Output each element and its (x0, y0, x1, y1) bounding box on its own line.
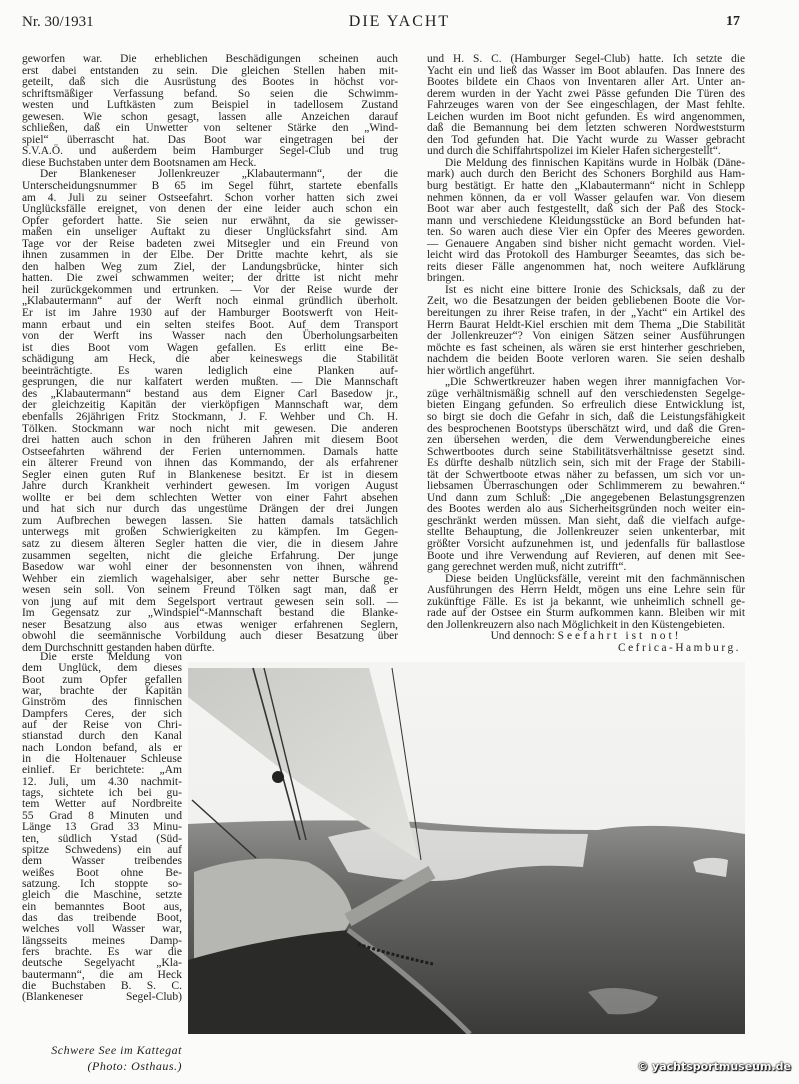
text-line: Boote und ihre Verwendung auf Revieren, auf denen mit See- (427, 549, 745, 562)
text-line: Der Blankeneser Jollenkreuzer „Klabautermann“, der die (40, 168, 398, 181)
text-line: schriftsmäßiger Verfassung befand. So seien die Schwimm- (22, 87, 398, 100)
text-line: des Bootes werden alo aus Sicherheitsgründen noch weiter ein- (427, 503, 745, 516)
text-line: ten, südlich Ystad (Süd- (22, 831, 182, 845)
text-line: und hat sich nur durch das ungestüme Drängen der drei Jungen (22, 503, 398, 516)
text-line: die Buchstaben B. S. C. (22, 978, 182, 992)
text-line: Er ist im Jahre 1930 auf der Hamburger Bootswerft von Heit- (22, 307, 398, 320)
text-line: „Die Schwertkreuzer haben wegen ihrer mannigfachen Vor- (445, 376, 745, 389)
text-line: nehmen können, da er voll Wasser gelaufen war. Von diesem (427, 191, 745, 204)
text-line: in die Holtenauer Schleuse (22, 752, 182, 766)
text-line: unterwegs mit großen Schwierigkeiten zu kämpfen. Im Gegen- (22, 526, 398, 539)
text-line: satzung. Ich stoppte so- (22, 876, 182, 890)
text-line: obwohl die seemännische Vorbildung auch dieser Besatzung über (22, 630, 398, 643)
text-line: satz zu diesem älteren Segler hatten die vier, die in diesem Jahre (22, 537, 398, 550)
text-line: Boot war aber auch festgestellt, daß sich der Paß des Stock- (427, 203, 745, 216)
text-line: den halben Weg zum Ziel, der Landungsbrücke, hinter sich (22, 260, 398, 273)
text-line: Zeit, wo die Besatzungen der beiden gebliebenen Boote die Vor- (427, 295, 745, 308)
text-line: dem Durchschnitt gestanden haben dürfte. (22, 641, 215, 654)
text-line: Diese beiden Unglücksfälle, vereint mit den fachmännischen (445, 572, 745, 585)
text-line: dem Wasser treibendes (22, 854, 182, 868)
text-line: Und dann zum Schluß: „Die angegebenen Belastungsgrenzen (427, 491, 745, 504)
text-line: rade auf der Ostsee ein Sturm aufkommen kann. Bleiben wir mit (427, 607, 745, 620)
text-line: den Tod gefunden hat. Die Yacht wurde zu Wasser gebracht (427, 133, 745, 146)
text-line: Bootes bildete ein Chaos von Inventaren aller Art. Unter an- (427, 76, 745, 89)
closing-prefix: Und dennoch: (490, 630, 555, 643)
text-line: ten. So waren auch diese Vier ein Opfer des Meeres geworden. (427, 226, 745, 239)
text-line: ihnen zusammen in der Elbe. Der Dritte machte kehrt, als sie (22, 249, 398, 262)
text-line: der gleichzeitig Kapitän der vierköpfigen Mannschaft war, dem (22, 399, 398, 412)
text-line: — Genauere Angaben sind bisher nicht gemacht worden. Viel- (427, 237, 745, 250)
text-line: des „Klabautermann“ bestand aus dem Eigner Carl Basedow jr., (22, 387, 398, 400)
text-line: Es dürfte deshalb nützlich sein, sich mit der Frage der Stabili- (427, 457, 745, 470)
text-line: drei hatten auch schon in den früheren Jahren mit diesem Boot (22, 434, 398, 447)
block (272, 771, 284, 783)
text-line: Tage vor der Reise badeten zwei Mitsegler und ein Freund von (22, 237, 398, 250)
text-line: westen und Luftkästen zum Beispiel in tadellosem Zustand (22, 99, 398, 112)
text-line: mark) auch durch den Bericht des Schoners Borghild aus Ham- (427, 168, 745, 181)
text-line: derem wurden in der Yacht zwei Pässe gefunden Die Türen des (427, 87, 745, 100)
text-line: Ist es nicht eine bittere Ironie des Schicksals, daß zu der (445, 283, 745, 296)
text-line: schädigung am Heck, die aber keineswegs die Stabilität (22, 353, 398, 366)
text-line: geschränkt werden müssen. Man sieht, daß die vielfach aufge- (427, 514, 745, 527)
text-line: bereitungen zu ihrer Reise trafen, in der „Yacht“ ein Artikel des (427, 307, 745, 320)
text-line: Unglücksfälle ereignet, von denen der eine leider auch schon ein (22, 203, 398, 216)
text-line: am 4. Juli zu seiner Ostseefahrt. Schon vorher hatten sich zwei (22, 191, 398, 204)
text-line: Basedow war wohl einer der besonnensten von ihnen, während (22, 561, 398, 574)
text-line: Herrn Baurat Heldt-Kiel erschien mit dem Thema „Die Stabilität (427, 318, 745, 331)
text-line: Fahrzeuges waren von der See eingeschlagen, der Mast fehlte. (427, 99, 745, 112)
text-line: einlief. Er berichtete: „Am (22, 763, 182, 777)
text-line: Die erste Meldung von (40, 650, 182, 663)
issue-number: Nr. 30/1931 (22, 14, 94, 30)
text-line: zusammen segelten, nicht die gleiche Erfahrung. Der junge (22, 549, 398, 562)
text-line: Ostseefahrten während der Ferien unternommen. Damals hatte (22, 445, 398, 458)
text-line: fers brachte. Es war die (22, 944, 182, 958)
closing-emphasis: Seefahrt ist not! (557, 630, 682, 643)
text-line: diese Buchstaben unter dem Bootsnamen am Heck. (22, 156, 257, 169)
text-line: (Blankeneser Segel-Club) (22, 990, 182, 1004)
text-line: von jung auf mit dem Segelsport vertraut gewesen sein soll. — (22, 595, 398, 608)
text-line: erst dabei entstanden zu sein. Die gleichen Stellen haben mit- (22, 64, 398, 77)
text-line: tät der Schwertboote etwas näher zu befassen, um sich vor un- (427, 468, 745, 481)
text-line: geteilt, daß sich die Ausrüstung des Bootes in höchst vor- (22, 76, 398, 89)
text-line: reits dieser Fälle angenommen hat, noch weitere Aufklärung (427, 260, 745, 273)
text-line: Ginström des finnischen (22, 695, 182, 709)
text-line: schließen, daß ein Unwetter von seltener Stärke den „Wind- (22, 122, 398, 135)
text-line: Segler einen guten Ruf in Blankenese besitzt. Er ist in diesem (22, 468, 398, 481)
text-line: bieten Eingang gefunden. So erfreulich diese Entwicklung ist, (427, 399, 745, 412)
text-line: spiel“ überrascht hat. Das Boot war eingetragen bei der (22, 133, 398, 146)
text-line: gang gerechnet werden muß, nicht zutrifft“. (427, 561, 627, 574)
text-line: ein älterer Freund von ihnen das Kommando, der als erfahrener (22, 457, 398, 470)
text-line: bringen. (427, 272, 465, 285)
text-line: Wehber ein ziemlich wagehalsiger, aber sehr netter Bursche ge- (22, 572, 398, 585)
text-line: zum Aufbrechen bewegen lassen. Sie hatten damals tatsächlich (22, 514, 398, 527)
article-column-bottom (22, 651, 182, 1003)
text-line: war, brachte der Kapitän (22, 684, 182, 698)
text-line: der Jollenkreuzer“? Von einigen Sätzen seiner Ausführungen (427, 330, 745, 343)
watermark: © yachtsportmuseum.de (637, 1060, 791, 1073)
text-line: 55 Grad 8 Minuten und (22, 808, 182, 822)
text-line: ebenfalls 26jährigen Fritz Stockmann, J. F. Wehber und Ch. H. (22, 410, 398, 423)
text-line: burg bestätigt. Er hatte den „Klabautermann“ nicht in Schlepp (427, 180, 745, 193)
text-line: liebsamen Überraschungen oder Schlimmerem zu bewahren.“ (427, 480, 745, 493)
text-line: weißes Boot ohne Be- (22, 865, 182, 879)
text-line: welches voll Wasser war, (22, 922, 182, 936)
text-line: bautermann“, die am Heck (22, 967, 182, 981)
magazine-title: DIE YACHT (348, 13, 451, 30)
text-line: mann erbaut und ein selten steifes Boot. Auf dem Transport (22, 318, 398, 331)
text-line: Ausführungen des Herrn Heldt, mögen uns eine Lehre sein für (427, 584, 745, 597)
page-number: 17 (726, 14, 740, 29)
text-line: und H. S. C. (Hamburger Segel-Club) hatte. Ich setzte die (427, 53, 745, 65)
text-line: hier wörtlich angeführt. (427, 364, 535, 377)
text-line: möchte es fast scheinen, als wären sie erst hinterher geschrieben, (427, 341, 745, 354)
article-column-left (22, 54, 398, 654)
text-line: Jahre durch Krankheit verhindert gewesen. Im vorigen August (22, 480, 398, 493)
text-line: wesen sein soll. Von seinem Freund Tölken sagt man, daß er (22, 584, 398, 597)
text-line: stianstad durch den Kanal (22, 729, 182, 743)
text-line: Länge 13 Grad 33 Minu- (22, 820, 182, 834)
text-line: Schwertbootes durch seine Stabilitätsverhältnisse gesetzt sind. (427, 445, 745, 458)
text-line: ist dies Boot vom Wagen gefallen. Es erlitt eine Be- (22, 341, 398, 354)
text-line: den Jollenkreuzern also nach Möglichkeit in den Küstengebieten. (427, 618, 725, 631)
text-line: gewesen. Wie schon gesagt, lassen alle Anzeichen darauf (22, 110, 398, 123)
text-line: zukünftige Fälle. Es ist ja bekannt, wie unheimlich schnell ge- (427, 595, 745, 608)
text-line: neser Besatzung also aus etwas weniger erfahrenen Seglern, (22, 618, 398, 631)
text-line: Yacht ein und ließ das Wasser im Boot ablaufen. Das Innere des (427, 64, 745, 77)
text-line: deutsche Segelyacht „Kla- (22, 956, 182, 970)
text-line: daß die Bemannung bei dem letzten schweren Nordweststurm (427, 122, 745, 135)
text-line: Leichen wurden im Boot nicht gefunden. Es wird angenommen, (427, 110, 745, 123)
text-line: ein bemanntes Boot aus, (22, 899, 182, 913)
text-line: maßen ein unseliger Auftakt zu dieser Unglücksfahrt sind. Am (22, 226, 398, 239)
text-line: Dampfers Ceres, der sich (22, 706, 182, 720)
text-line: nach London befand, als er (22, 740, 182, 754)
photo-caption-credit: (Photo: Osthaus.) (87, 1059, 182, 1073)
text-line: gleich die Maschine, setzte (22, 888, 182, 902)
text-line: geworfen war. Die erheblichen Beschädigungen scheinen auch (22, 53, 398, 65)
text-line: tem Wetter auf Nordbreite (22, 797, 182, 811)
text-line: beeinträchtigte. Es waren lediglich eine Planken auf- (22, 364, 398, 377)
sailing-photo (188, 662, 745, 1034)
photo-caption-title: Schwere See im Kattegat (51, 1043, 182, 1057)
text-line: mann und verschiedene Kleidungsstücke an Bord befunden hat- (427, 214, 745, 227)
text-line: stellte Behauptung, die Jollenkreuzer seien unkenterbar, mit (427, 526, 745, 539)
text-line: zen übersehen werden, die dem Verwendungbereiche eines (427, 434, 745, 447)
text-line: spitze Schwedens) ein auf (22, 842, 182, 856)
text-line: hatten. Die zwei schwammen weiter; der dritte ist nicht mehr (22, 272, 398, 285)
text-line: Die Meldung des finnischen Kapitäns wurde in Holbäk (Däne- (445, 156, 745, 169)
author-signature: Cefrica-Hamburg. (618, 641, 741, 654)
text-line: dem Unglück, dem dieses (22, 661, 182, 675)
text-line: 12. Juli, um 4.30 nachmit- (22, 774, 182, 788)
text-line: „Klabautermann“ auf der Werft noch einmal gründlich überholt. (22, 295, 398, 308)
text-line: gesprungen, die nur kalfatert werden mußten. — Die Mannschaft (22, 376, 398, 389)
text-line: des besprochenen Bootstyps überschätzt wird, und daß die Gren- (427, 422, 745, 435)
text-line: längsseits meines Damp- (22, 933, 182, 947)
text-line: S.V.A.Ö. und außerdem beim Hamburger Segel-Club und trug (22, 145, 398, 158)
text-line: auf der Reise von Chri- (22, 718, 182, 732)
text-line: Opfer gefordert hatte. Sie seien nur erwähnt, da sie gewisser- (22, 214, 398, 227)
text-line: tags, sichtete ich bei gu- (22, 786, 182, 800)
text-line: züge verhältnismäßig schnell auf den verschiedensten Segelge- (427, 387, 745, 400)
text-line: so birgt sie doch die Gefahr in sich, daß die Leistungsfähigkeit (427, 410, 745, 423)
article-column-right (427, 54, 745, 654)
text-line: Unterscheidungsnummer B 65 im Segel führt, startete ebenfalls (22, 180, 398, 193)
text-line: größter Vorsicht aufzunehmen ist, und jedenfalls für ballastlose (427, 537, 745, 550)
text-line: und durch die Schiffahrtspolizei im Kieler Hafen sichergestellt“. (427, 145, 721, 158)
text-line: nachdem die beiden Boote verloren waren. Sie seien deshalb (427, 353, 745, 366)
text-line: Im Gegensatz zur „Windspiel“-Mannschaft bestand die Blanke- (22, 607, 398, 620)
text-line: wollte er bei dem schlechten Wetter von einer Fahrt absehen (22, 491, 398, 504)
text-line: von der Werft ins Wasser nach den Überholungsarbeiten (22, 330, 398, 343)
text-line: Boot zum Opfer gefallen (22, 672, 182, 686)
text-line: leicht wird das Protokoll des Hamburger Seeamtes, das sich be- (427, 249, 745, 262)
text-line: das das treibende Boot, (22, 910, 182, 924)
text-line: Tölken. Stockmann war noch nicht mit gewesen. Die anderen (22, 422, 398, 435)
text-line: heil zurückgekommen und ertrunken. — Vor der Reise wurde der (22, 283, 398, 296)
